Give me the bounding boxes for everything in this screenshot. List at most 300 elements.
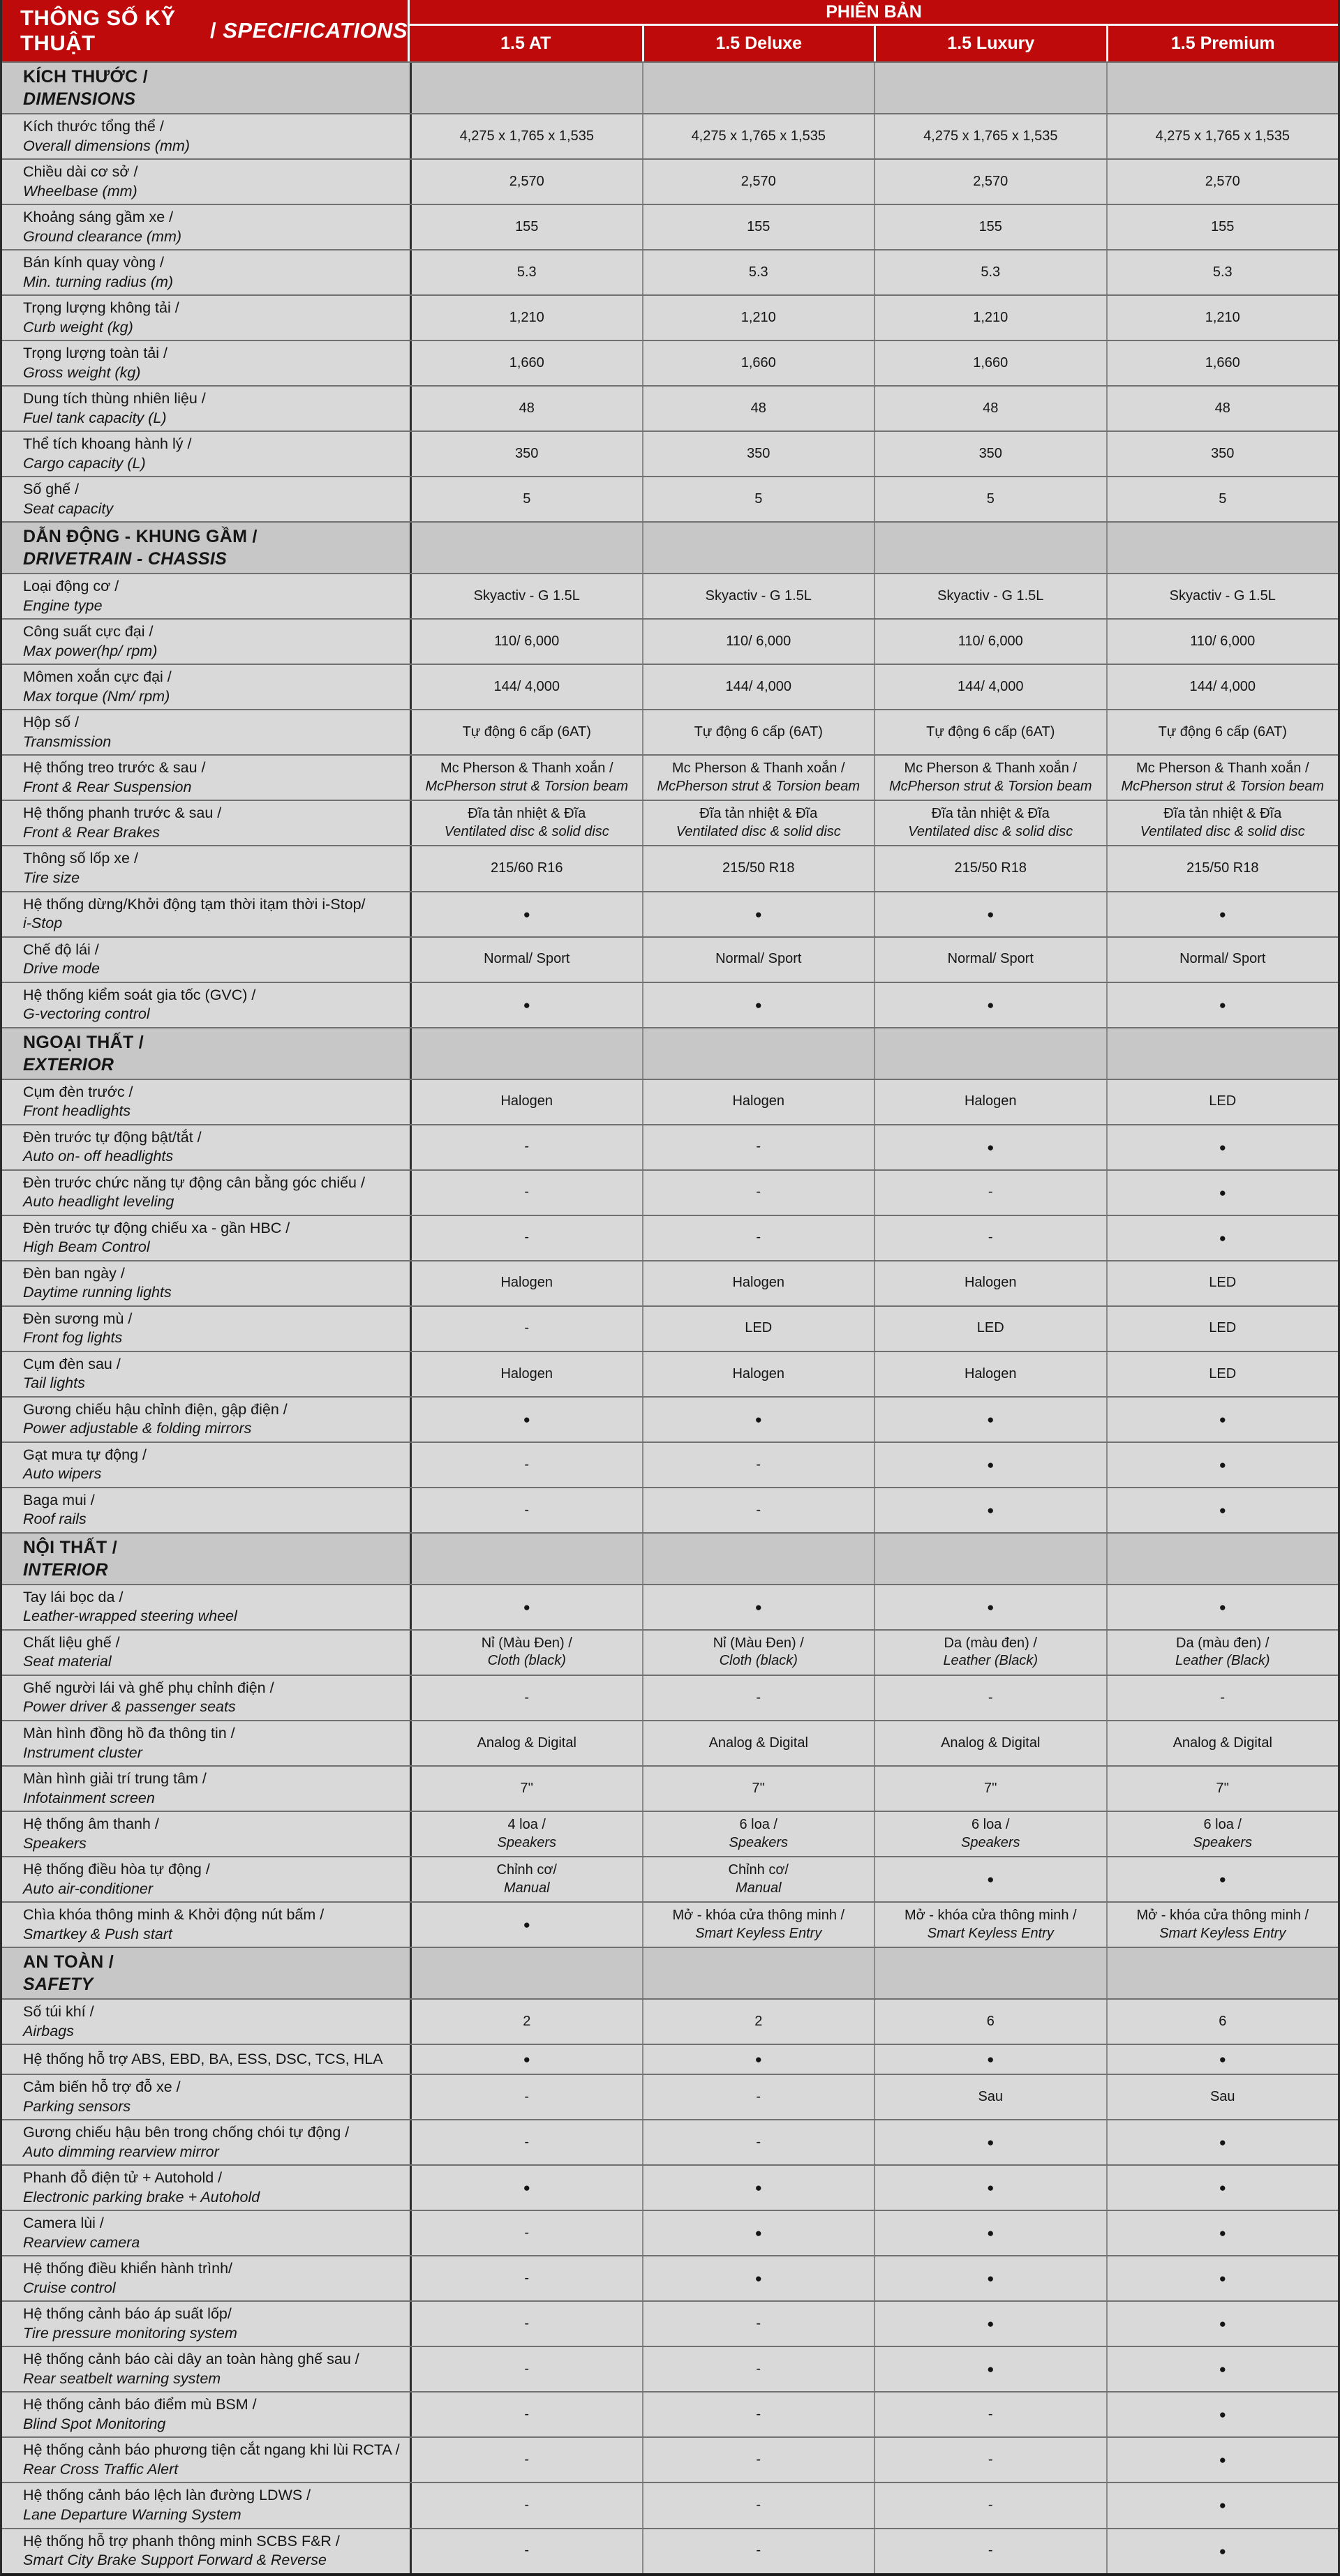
spec-value: 215/50 R18 — [1106, 846, 1339, 890]
spec-value: 6 — [874, 2000, 1106, 2044]
section-title: NGOẠI THẤT / EXTERIOR — [2, 1028, 410, 1079]
spec-label: Đèn trước chức năng tự động cân bằng góc chiếu / Auto headlight leveling — [23, 1174, 365, 1211]
spec-value: Nỉ (Màu Đen) / Cloth (black) — [642, 1631, 874, 1675]
spec-value: 110/ 6,000 — [642, 620, 874, 664]
spec-value: - — [410, 2211, 642, 2255]
spec-label: Chế độ lái / Drive mode — [23, 941, 100, 978]
spec-value: Halogen — [874, 1080, 1106, 1124]
spec-label: Dung tích thùng nhiên liệu / Fuel tank capacity (L) — [23, 390, 206, 426]
section-spacer-cell — [874, 1028, 1106, 1079]
spec-value: Analog & Digital — [642, 1721, 874, 1765]
spec-value: Normal/ Sport — [1106, 938, 1339, 982]
spec-label: Mômen xoắn cực đại / Max torque (Nm/ rpm) — [23, 668, 172, 705]
section-header-row — [2, 61, 1338, 113]
spec-value: - — [642, 2438, 874, 2482]
spec-value: ● — [410, 2166, 642, 2210]
spec-value: ● — [642, 2211, 874, 2255]
spec-label: Gạt mưa tự động / Auto wipers — [23, 1446, 147, 1483]
spec-row — [2, 709, 1338, 754]
spec-value: ● — [874, 2302, 1106, 2346]
section-title: AN TOÀN / SAFETY — [2, 1948, 410, 1998]
spec-row — [2, 1765, 1338, 1811]
spec-value: ● — [874, 1443, 1106, 1487]
spec-value: Tự động 6 cấp (6AT) — [642, 710, 874, 754]
spec-label: Cụm đèn trước / Front headlights — [23, 1083, 133, 1120]
section-spacer-cell — [642, 523, 874, 573]
spec-value: 144/ 4,000 — [642, 665, 874, 709]
section-spacer-cell — [874, 63, 1106, 113]
spec-value: ● — [874, 892, 1106, 936]
spec-value: ● — [1106, 2438, 1339, 2482]
spec-value: - — [410, 1125, 642, 1169]
spec-value: LED — [1106, 1352, 1339, 1396]
spec-value: - — [874, 1676, 1106, 1720]
spec-value: Mc Pherson & Thanh xoắn / McPherson strut & Torsion beam — [642, 756, 874, 800]
spec-row — [2, 1675, 1338, 1720]
section-spacer-cell — [1106, 1948, 1339, 1998]
spec-row — [2, 1169, 1338, 1215]
spec-value: 5 — [1106, 477, 1339, 521]
versions-label: PHIÊN BẢN — [410, 0, 1338, 26]
spec-label: Chất liệu ghế / Seat material — [23, 1633, 120, 1670]
spec-value: - — [874, 2483, 1106, 2527]
spec-value: Halogen — [410, 1080, 642, 1124]
spec-value: ● — [1106, 1585, 1339, 1629]
spec-value: ● — [1106, 1488, 1339, 1532]
spec-value: ● — [1106, 1125, 1339, 1169]
spec-value: Skyactiv - G 1.5L — [1106, 574, 1339, 618]
spec-value: - — [1106, 1676, 1339, 1720]
spec-value: Skyactiv - G 1.5L — [410, 574, 642, 618]
spec-value: ● — [1106, 892, 1339, 936]
spec-value: Analog & Digital — [1106, 1721, 1339, 1765]
spec-row — [2, 2255, 1338, 2300]
spec-label: Camera lùi / Rearview camera — [23, 2215, 140, 2251]
section-title: DẪN ĐỘNG - KHUNG GẦM / DRIVETRAIN - CHASSIS — [2, 523, 410, 573]
spec-row — [2, 2300, 1338, 2346]
spec-value: 155 — [410, 205, 642, 249]
spec-value: - — [410, 2075, 642, 2119]
spec-row — [2, 204, 1338, 249]
spec-label: Trọng lượng không tải / Curb weight (kg) — [23, 299, 179, 336]
spec-value: 110/ 6,000 — [874, 620, 1106, 664]
section-spacer-cell — [1106, 1028, 1339, 1079]
section-spacer-cell — [642, 1534, 874, 1584]
section-header-row — [2, 521, 1338, 573]
spec-value: ● — [1106, 983, 1339, 1027]
spec-row — [2, 340, 1338, 385]
spec-value: Normal/ Sport — [874, 938, 1106, 982]
spec-value: Sau — [1106, 2075, 1339, 2119]
spec-value: Skyactiv - G 1.5L — [642, 574, 874, 618]
section-spacer-cell — [874, 1534, 1106, 1584]
spec-value: ● — [410, 1585, 642, 1629]
section-header-row — [2, 1947, 1338, 1998]
spec-value: LED — [1106, 1080, 1339, 1124]
spec-label: Cảm biến hỗ trợ đỗ xe / Parking sensors — [23, 2079, 181, 2115]
section-spacer-cell — [874, 523, 1106, 573]
section-spacer-cell — [410, 1534, 642, 1584]
spec-row — [2, 2119, 1338, 2164]
spec-label: Gương chiếu hậu chỉnh điện, gập điện / Power adjustable & folding mirrors — [23, 1400, 288, 1437]
spec-row — [2, 1079, 1338, 1124]
spec-value: - — [874, 1216, 1106, 1260]
spec-value: Nỉ (Màu Đen) / Cloth (black) — [410, 1631, 642, 1675]
spec-label: Bán kính quay vòng / Min. turning radius (m) — [23, 254, 174, 290]
spec-value: Normal/ Sport — [410, 938, 642, 982]
spec-value: 5 — [410, 477, 642, 521]
spec-value: Sau — [874, 2075, 1106, 2119]
spec-value: ● — [1106, 1216, 1339, 1260]
spec-row — [2, 891, 1338, 936]
spec-value: 1,210 — [874, 296, 1106, 340]
spec-label: Hệ thống điều khiển hành trình/ Cruise control — [23, 2260, 233, 2296]
spec-value: ● — [410, 1903, 642, 1947]
spec-value: 2,570 — [642, 160, 874, 204]
spec-value: ● — [642, 1398, 874, 1441]
sheet-title-vi: THÔNG SỐ KỸ THUẬT — [20, 6, 176, 55]
spec-value: 4,275 x 1,765 x 1,535 — [874, 114, 1106, 158]
spec-value: 5.3 — [410, 250, 642, 294]
spec-label: Số ghế / Seat capacity — [23, 481, 114, 517]
spec-label: Hệ thống cảnh báo áp suất lốp/ Tire pressure monitoring system — [23, 2305, 237, 2342]
spec-value: 5 — [874, 477, 1106, 521]
spec-label: Đèn trước tự động bật/tắt / Auto on- off headlights — [23, 1128, 202, 1165]
spec-value: ● — [410, 2045, 642, 2074]
spec-value: ● — [1106, 1443, 1339, 1487]
table-header — [2, 0, 1338, 61]
spec-value: - — [642, 2347, 874, 2391]
spec-row — [2, 476, 1338, 521]
spec-row — [2, 1720, 1338, 1765]
spec-row — [2, 2482, 1338, 2527]
spec-value: Halogen — [874, 1352, 1106, 1396]
section-spacer-cell — [410, 1028, 642, 1079]
spec-value: ● — [642, 2256, 874, 2300]
spec-row — [2, 158, 1338, 204]
spec-value: 2,570 — [410, 160, 642, 204]
spec-value: Analog & Digital — [874, 1721, 1106, 1765]
spec-value: 1,660 — [1106, 341, 1339, 385]
spec-row — [2, 113, 1338, 158]
section-title: NỘI THẤT / INTERIOR — [2, 1534, 410, 1584]
spec-value: ● — [874, 1125, 1106, 1169]
section-header-row — [2, 1027, 1338, 1079]
spec-row — [2, 2074, 1338, 2119]
spec-table-body — [2, 61, 1338, 2573]
spec-value: Mc Pherson & Thanh xoắn / McPherson strut & Torsion beam — [1106, 756, 1339, 800]
spec-row — [2, 1396, 1338, 1441]
spec-value: ● — [1106, 2347, 1339, 2391]
spec-row — [2, 2044, 1338, 2074]
spec-value: 7'' — [410, 1767, 642, 1811]
spec-label: Hộp số / Transmission — [23, 714, 112, 750]
spec-value: Tự động 6 cấp (6AT) — [874, 710, 1106, 754]
trim-column-1-5-luxury: 1.5 Luxury — [874, 26, 1106, 61]
spec-label: Màn hình đồng hồ đa thông tin / Instrument cluster — [23, 1725, 235, 1761]
spec-label: Hệ thống hỗ trợ ABS, EBD, BA, ESS, DSC, TCS, HLA — [23, 2050, 383, 2067]
spec-row — [2, 1487, 1338, 1532]
spec-value: - — [642, 2302, 874, 2346]
spec-value: ● — [874, 2120, 1106, 2164]
spec-row — [2, 2164, 1338, 2210]
spec-value: 5.3 — [642, 250, 874, 294]
spec-row — [2, 1260, 1338, 1305]
spec-value: ● — [1106, 1857, 1339, 1901]
spec-value: 144/ 4,000 — [1106, 665, 1339, 709]
spec-label: Loại động cơ / Engine type — [23, 578, 119, 614]
spec-label: Hệ thống cảnh báo phương tiện cắt ngang khi lùi RCTA / Rear Cross Traffic Alert — [23, 2441, 400, 2478]
spec-label: Ghế người lái và ghế phụ chỉnh điện / Power driver & passenger seats — [23, 1679, 274, 1716]
spec-label: Kích thước tổng thể / Overall dimensions (mm) — [23, 118, 190, 154]
spec-value: Normal/ Sport — [642, 938, 874, 982]
section-spacer-cell — [874, 1948, 1106, 1998]
spec-value: 4,275 x 1,765 x 1,535 — [642, 114, 874, 158]
spec-label: Đèn trước tự động chiếu xa - gần HBC / High Beam Control — [23, 1219, 290, 1256]
spec-value: ● — [1106, 2302, 1339, 2346]
spec-label: Đèn sương mù / Front fog lights — [23, 1310, 133, 1347]
spec-value: ● — [642, 892, 874, 936]
spec-row — [2, 573, 1338, 618]
section-spacer-cell — [410, 63, 642, 113]
spec-value: 215/60 R16 — [410, 846, 642, 890]
spec-label: Hệ thống phanh trước & sau / Front & Rear Brakes — [23, 804, 222, 841]
spec-value: - — [410, 1676, 642, 1720]
spec-value: Mở - khóa cửa thông minh / Smart Keyless Entry — [642, 1903, 874, 1947]
spec-value: - — [642, 2392, 874, 2436]
spec-value: 6 loa / Speakers — [874, 1812, 1106, 1856]
spec-value: ● — [1106, 2120, 1339, 2164]
spec-label: Chìa khóa thông minh & Khởi động nút bấm / Smartkey & Push start — [23, 1906, 325, 1942]
spec-row — [2, 2346, 1338, 2391]
spec-value: 5.3 — [1106, 250, 1339, 294]
spec-value: 2,570 — [874, 160, 1106, 204]
spec-value: Analog & Digital — [410, 1721, 642, 1765]
spec-value: 215/50 R18 — [642, 846, 874, 890]
spec-value: - — [642, 2075, 874, 2119]
spec-value: - — [410, 1171, 642, 1215]
spec-value: 5 — [642, 477, 874, 521]
spec-value: ● — [410, 892, 642, 936]
spec-row — [2, 2436, 1338, 2482]
spec-value: 144/ 4,000 — [874, 665, 1106, 709]
spec-value: ● — [642, 2166, 874, 2210]
spec-value: 5.3 — [874, 250, 1106, 294]
spec-value: - — [410, 1488, 642, 1532]
spec-value: ● — [1106, 1398, 1339, 1441]
spec-value: - — [642, 1676, 874, 1720]
spec-value: Da (màu đen) / Leather (Black) — [874, 1631, 1106, 1675]
spec-row — [2, 1215, 1338, 1260]
spec-value: 7'' — [874, 1767, 1106, 1811]
spec-value: 48 — [410, 387, 642, 430]
spec-value: 155 — [874, 205, 1106, 249]
sheet-title-en: SPECIFICATIONS — [223, 18, 408, 43]
spec-label: Phanh đỗ điện tử + Autohold / Electronic parking brake + Autohold — [23, 2169, 260, 2206]
spec-value: ● — [1106, 2256, 1339, 2300]
spec-value: - — [410, 2529, 642, 2573]
spec-value: Halogen — [642, 1352, 874, 1396]
section-spacer-cell — [642, 1948, 874, 1998]
spec-value: ● — [874, 1585, 1106, 1629]
spec-value: ● — [874, 2045, 1106, 2074]
spec-value: Halogen — [874, 1261, 1106, 1305]
spec-value: ● — [874, 1398, 1106, 1441]
title-separator: / — [203, 18, 223, 43]
spec-row — [2, 1811, 1338, 1856]
spec-value: - — [410, 2483, 642, 2527]
spec-value: ● — [410, 983, 642, 1027]
spec-value: Halogen — [642, 1080, 874, 1124]
spec-value: 350 — [642, 432, 874, 476]
spec-value: Mở - khóa cửa thông minh / Smart Keyless Entry — [1106, 1903, 1339, 1947]
spec-row — [2, 294, 1338, 340]
spec-row — [2, 385, 1338, 430]
spec-value: Mc Pherson & Thanh xoắn / McPherson strut & Torsion beam — [410, 756, 642, 800]
spec-label: Thông số lốp xe / Tire size — [23, 850, 138, 886]
spec-value: LED — [1106, 1261, 1339, 1305]
spec-value: 4,275 x 1,765 x 1,535 — [410, 114, 642, 158]
spec-value: - — [410, 2392, 642, 2436]
spec-value: 1,660 — [410, 341, 642, 385]
spec-value: ● — [1106, 2045, 1339, 2074]
spec-label: Hệ thống dừng/Khởi động tạm thời itạm thời i-Stop/ i-Stop — [23, 895, 366, 932]
spec-value: ● — [410, 1398, 642, 1441]
spec-row — [2, 1629, 1338, 1675]
spec-value: ● — [642, 2045, 874, 2074]
spec-row — [2, 1441, 1338, 1487]
spec-value: 6 loa / Speakers — [1106, 1812, 1339, 1856]
spec-value: 7'' — [642, 1767, 874, 1811]
spec-value: ● — [1106, 2392, 1339, 2436]
spec-value: ● — [874, 2166, 1106, 2210]
versions-header-block — [410, 0, 1338, 61]
spec-value: 144/ 4,000 — [410, 665, 642, 709]
spec-value: - — [642, 1125, 874, 1169]
spec-value: - — [410, 2256, 642, 2300]
spec-label: Hệ thống cảnh báo cài dây an toàn hàng ghế sau / Rear seatbelt warning system — [23, 2351, 359, 2387]
spec-value: - — [642, 1443, 874, 1487]
spec-value: - — [874, 2438, 1106, 2482]
spec-value: 350 — [410, 432, 642, 476]
spec-row — [2, 2528, 1338, 2573]
spec-value: - — [410, 2347, 642, 2391]
spec-label: Đèn ban ngày / Daytime running lights — [23, 1264, 172, 1301]
spec-value: Đĩa tản nhiệt & Đĩa Ventilated disc & solid disc — [410, 801, 642, 845]
spec-value: Halogen — [410, 1261, 642, 1305]
spec-value: ● — [874, 983, 1106, 1027]
spec-value: ● — [874, 1857, 1106, 1901]
spec-value: Tự động 6 cấp (6AT) — [1106, 710, 1339, 754]
spec-label: Hệ thống cảnh báo điểm mù BSM / Blind Spot Monitoring — [23, 2396, 257, 2432]
spec-label: Hệ thống kiểm soát gia tốc (GVC) / G-vectoring control — [23, 986, 256, 1023]
spec-value: - — [642, 2483, 874, 2527]
section-title: KÍCH THƯỚC / DIMENSIONS — [2, 63, 410, 113]
section-header-row — [2, 1532, 1338, 1584]
spec-value: LED — [642, 1307, 874, 1351]
spec-value: Halogen — [410, 1352, 642, 1396]
spec-label: Hệ thống cảnh báo lệch làn đường LDWS / Lane Departure Warning System — [23, 2487, 311, 2523]
section-spacer-cell — [410, 1948, 642, 1998]
spec-row — [2, 1856, 1338, 1901]
spec-label: Hệ thống điều hòa tự động / Auto air-conditioner — [23, 1861, 210, 1897]
trim-column-1-5-at: 1.5 AT — [500, 33, 551, 53]
spec-value: - — [874, 2529, 1106, 2573]
spec-value: - — [410, 1443, 642, 1487]
spec-row — [2, 754, 1338, 800]
spec-row — [2, 249, 1338, 294]
sheet-title — [2, 0, 410, 61]
spec-value: Tự động 6 cấp (6AT) — [410, 710, 642, 754]
trim-column-1-5-deluxe: 1.5 Deluxe — [642, 26, 874, 61]
spec-value: ● — [1106, 2211, 1339, 2255]
spec-label: Hệ thống hỗ trợ phanh thông minh SCBS F&R / Smart City Brake Support Forward & Reverse — [23, 2532, 340, 2569]
spec-label: Số túi khí / Airbags — [23, 2003, 94, 2039]
spec-value: - — [874, 2392, 1106, 2436]
spec-value: - — [642, 1216, 874, 1260]
spec-row — [2, 664, 1338, 709]
spec-value: 1,210 — [1106, 296, 1339, 340]
spec-label: Tay lái bọc da / Leather-wrapped steering wheel — [23, 1588, 237, 1625]
spec-label: Cụm đèn sau / Tail lights — [23, 1355, 121, 1392]
spec-value: ● — [1106, 2166, 1339, 2210]
spec-value: Chỉnh cơ/ Manual — [642, 1857, 874, 1901]
spec-value: 1,660 — [874, 341, 1106, 385]
spec-value: - — [642, 2529, 874, 2573]
spec-row — [2, 1351, 1338, 1396]
spec-value: ● — [1106, 2529, 1339, 2573]
spec-label: Chiều dài cơ sở / Wheelbase (mm) — [23, 163, 138, 200]
spec-value: 110/ 6,000 — [410, 620, 642, 664]
spec-value: 215/50 R18 — [874, 846, 1106, 890]
spec-value: ● — [642, 983, 874, 1027]
spec-value: 2 — [642, 2000, 874, 2044]
spec-label: Gương chiếu hậu bên trong chống chói tự động / Auto dimming rearview mirror — [23, 2124, 350, 2160]
spec-value: - — [642, 1171, 874, 1215]
spec-value: - — [410, 1216, 642, 1260]
spec-value: Đĩa tản nhiệt & Đĩa Ventilated disc & solid disc — [1106, 801, 1339, 845]
spec-value: - — [410, 1307, 642, 1351]
spec-value: 1,210 — [410, 296, 642, 340]
spec-value: Halogen — [642, 1261, 874, 1305]
spec-label: Màn hình giải trí trung tâm / Infotainment screen — [23, 1770, 207, 1806]
spec-value: 155 — [642, 205, 874, 249]
spec-value: ● — [874, 1488, 1106, 1532]
spec-value: - — [642, 2120, 874, 2164]
spec-value: 2,570 — [1106, 160, 1339, 204]
spec-value: Da (màu đen) / Leather (Black) — [1106, 1631, 1339, 1675]
spec-value: ● — [874, 2347, 1106, 2391]
spec-value: 1,210 — [642, 296, 874, 340]
spec-value: - — [410, 2438, 642, 2482]
spec-label: Hệ thống treo trước & sau / Front & Rear Suspension — [23, 759, 206, 795]
spec-value: ● — [1106, 2483, 1339, 2527]
spec-value: 6 loa / Speakers — [642, 1812, 874, 1856]
spec-row — [2, 845, 1338, 890]
spec-row — [2, 1901, 1338, 1947]
spec-value: Mở - khóa cửa thông minh / Smart Keyless Entry — [874, 1903, 1106, 1947]
section-spacer-cell — [642, 63, 874, 113]
spec-row — [2, 430, 1338, 476]
section-spacer-cell — [1106, 523, 1339, 573]
spec-row — [2, 1584, 1338, 1629]
section-spacer-cell — [1106, 1534, 1339, 1584]
spec-row — [2, 800, 1338, 845]
spec-value: 48 — [1106, 387, 1339, 430]
spec-row — [2, 1998, 1338, 2044]
spec-label: Trọng lượng toàn tải / Gross weight (kg) — [23, 345, 168, 381]
spec-label: Khoảng sáng gầm xe / Ground clearance (mm) — [23, 209, 182, 245]
